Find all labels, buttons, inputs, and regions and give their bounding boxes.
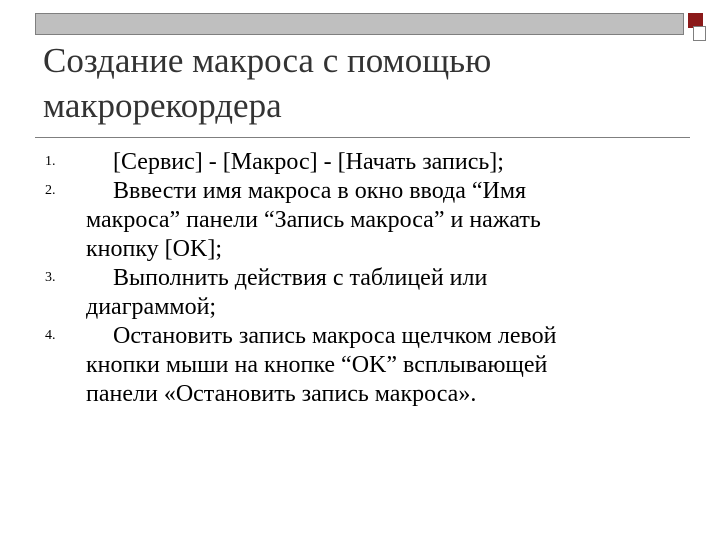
item-number: 4.	[45, 328, 56, 343]
item-text: Вввести имя макроса в окно ввода “Имя макроса” панели “Запись макроса” и нажать кнопку [OK];	[86, 178, 541, 262]
top-decorative-bar	[35, 13, 684, 35]
item-text: Выполнить действия с таблицей или диаграммой;	[86, 265, 488, 320]
item-number: 3.	[45, 270, 56, 285]
item-number: 1.	[45, 154, 56, 169]
steps-list	[43, 148, 693, 409]
item-text: [Сервис] - [Макрос] - [Начать запись];	[113, 149, 504, 175]
outline-square-decoration	[693, 26, 706, 41]
item-number: 2.	[45, 183, 56, 198]
slide-title	[43, 38, 683, 128]
list-item	[43, 264, 693, 322]
corner-squares-decoration	[688, 13, 710, 43]
list-item	[43, 177, 693, 264]
list-item	[43, 322, 693, 409]
title-divider	[35, 137, 690, 138]
list-item	[43, 148, 693, 177]
title-line-2: макрорекордера	[43, 86, 282, 125]
title-line-1: Создание макроса с помощью	[43, 41, 492, 80]
item-text: Остановить запись макроса щелчком левой кнопки мыши на кнопке “OK” всплывающей панели «Остановить запись макроса».	[86, 323, 557, 407]
